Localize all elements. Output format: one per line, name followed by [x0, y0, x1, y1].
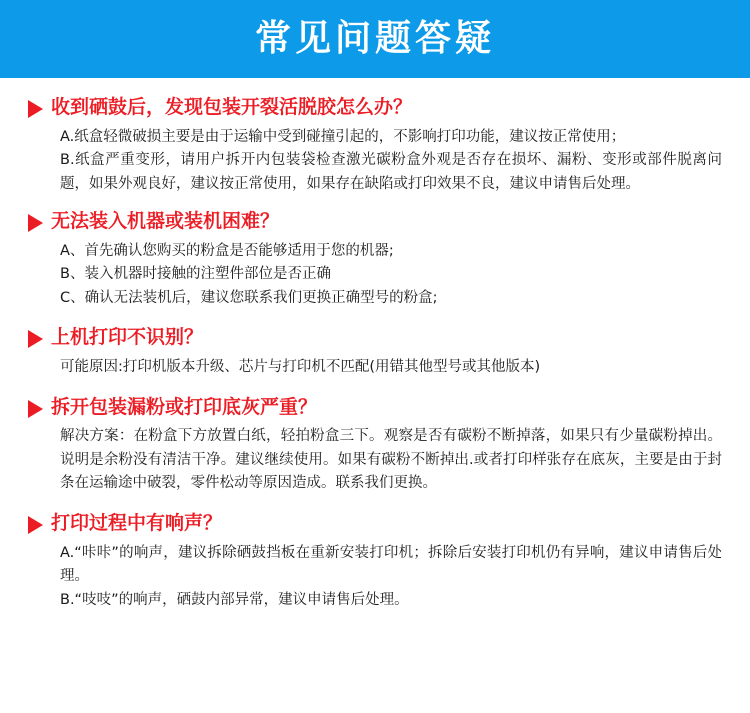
- faq-answer: [28, 425, 722, 495]
- faq-answer-line: A.“咔咔”的响声，建议拆除硒鼓挡板在重新安装打印机；拆除后安装打印机仍有异响，建议申请售后处理。: [60, 544, 722, 585]
- faq-answer-line: C、确认无法装机后，建议您联系我们更换正确型号的粉盒;: [60, 289, 438, 306]
- page-header-banner: [0, 0, 750, 78]
- triangle-right-icon: [28, 214, 43, 232]
- faq-answer-line: A.纸盒轻微破损主要是由于运输中受到碰撞引起的，不影响打印功能，建议按正常使用；: [60, 128, 626, 145]
- faq-answer-line: A、首先确认您购买的粉盒是否能够适用于您的机器;: [60, 242, 394, 259]
- faq-question: 打印过程中有响声？: [51, 511, 223, 534]
- triangle-right-icon: [28, 100, 43, 118]
- faq-item: [28, 396, 722, 496]
- faq-answer-line: 可能原因:打印机版本升级、芯片与打印机不匹配(用错其他型号或其他版本): [60, 359, 541, 376]
- faq-answer: [28, 126, 722, 196]
- faq-question: 无法装入机器或装机困难？: [51, 210, 280, 233]
- triangle-right-icon: [28, 400, 43, 418]
- faq-question-row: [28, 210, 722, 234]
- faq-question-row: [28, 326, 722, 350]
- faq-question-row: [28, 96, 722, 120]
- triangle-right-icon: [28, 330, 43, 348]
- faq-question-row: [28, 396, 722, 420]
- faq-answer: [28, 356, 722, 379]
- faq-question: 上机打印不识别？: [51, 326, 204, 349]
- faq-item: [28, 512, 722, 612]
- faq-item: [28, 326, 722, 379]
- faq-answer-line: B.“吱吱”的响声，硒鼓内部异常，建议申请售后处理。: [60, 591, 409, 608]
- faq-content: [0, 78, 750, 612]
- faq-question: 收到硒鼓后，发现包装开裂活脱胶怎么办？: [51, 96, 413, 118]
- faq-question-row: [28, 512, 722, 536]
- faq-item: [28, 96, 722, 196]
- triangle-right-icon: [28, 516, 43, 534]
- faq-question: 拆开包装漏粉或打印底灰严重？: [51, 395, 318, 418]
- faq-answer-line: B.纸盒严重变形，请用户拆开内包装袋检查激光碳粉盒外观是否存在损坏、漏粉、变形或部件脱离问题，如果外观良好，建议按正常使用，如果存在缺陷或打印效果不良，建议申请售后处理。: [60, 152, 722, 192]
- faq-answer-line: 解决方案：在粉盒下方放置白纸，轻拍粉盒三下。观察是否有碳粉不断掉落，如果只有少量碳粉掉出。说明是余粉没有清洁干净。建议继续使用。如果有碳粉不断掉出.或者打印样张存在底灰，主要是由于封条在运输途中破裂，零件松动等原因造成。联系我们更换。: [60, 428, 722, 492]
- faq-answer: [28, 542, 722, 612]
- faq-item: [28, 210, 722, 310]
- faq-answer-line: B、装入机器时接触的注塑件部位是否正确: [60, 266, 331, 283]
- faq-answer: [28, 240, 722, 310]
- page-title: 常见问题答疑: [254, 18, 495, 59]
